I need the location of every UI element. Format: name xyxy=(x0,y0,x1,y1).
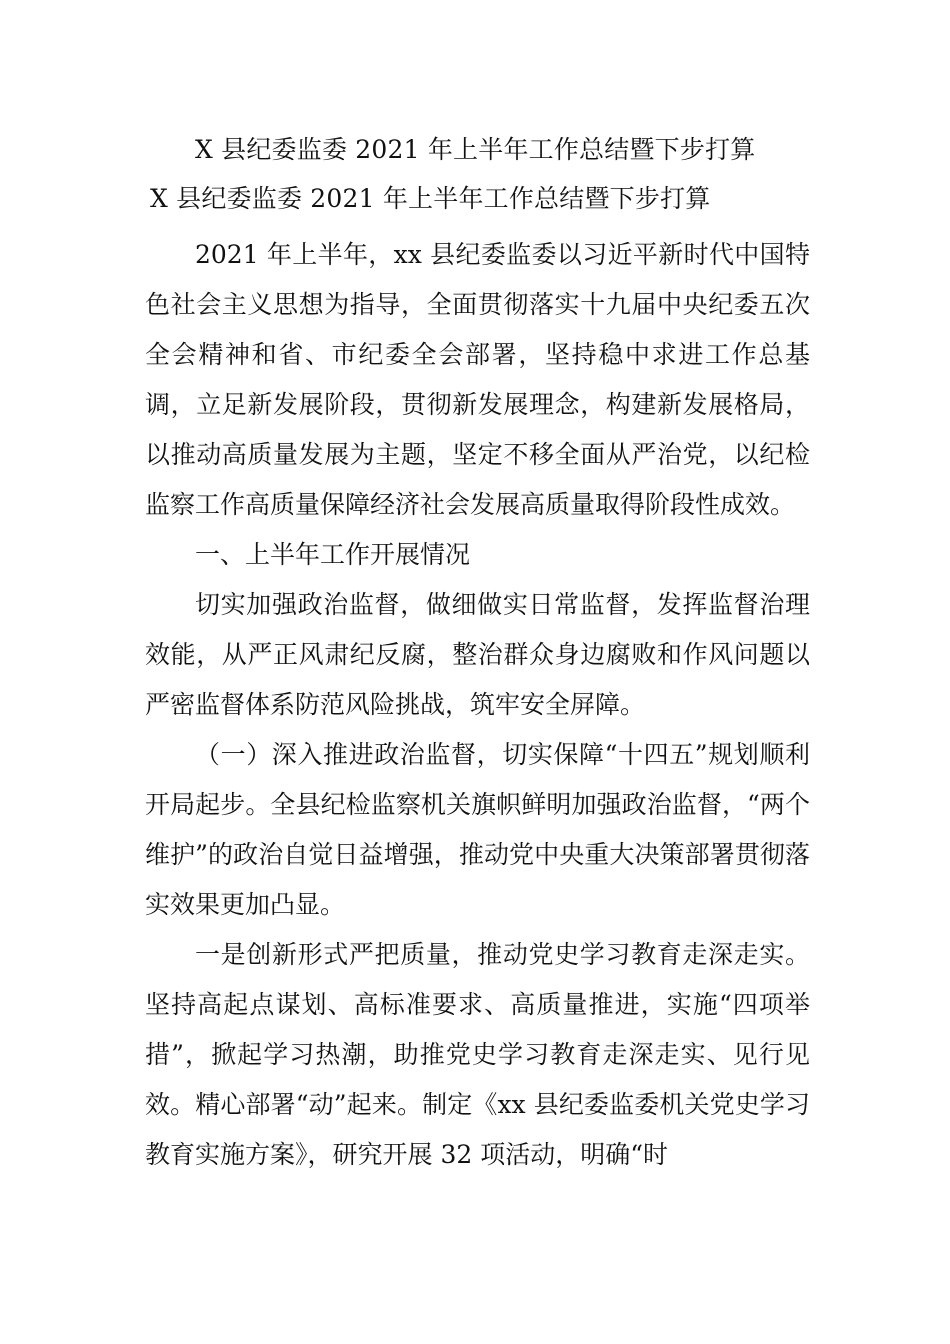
paragraph-subsection-1: （一）深入推进政治监督，切实保障“十四五”规划顺利开局起步。全县纪检监察机关旗帜鲜明加强政治监督，“两个维护”的政治自觉日益增强，推动党中央重大决策部署贯彻落实效果更加凸显。 xyxy=(145,740,810,919)
paragraph-point-1: 一是创新形式严把质量，推动党史学习教育走深走实。坚持高起点谋划、高标准要求、高质量推进，实施“四项举措”，掀起学习热潮，助推党史学习教育走深走实、见行见效。精心部署“动”起来。制定《xx 县纪委监委机关党史学习教育实施方案》，研究开展 32 项活动，明确“时 xyxy=(145,940,810,1169)
document-body xyxy=(145,230,810,1180)
section-heading: 一、上半年工作开展情况 xyxy=(195,540,471,569)
document-title-line-1: X 县纪委监委 2021 年上半年工作总结暨下步打算 xyxy=(195,135,756,164)
document-title-line-2: X 县纪委监委 2021 年上半年工作总结暨下步打算 xyxy=(150,184,711,213)
paragraph-summary: 切实加强政治监督，做细做实日常监督，发挥监督治理效能，从严正风肃纪反腐，整治群众身边腐败和作风问题以严密监督体系防范风险挑战，筑牢安全屏障。 xyxy=(145,590,810,719)
paragraph-intro: 2021 年上半年，xx 县纪委监委以习近平新时代中国特色社会主义思想为指导，全面贯彻落实十九届中央纪委五次全会精神和省、市纪委全会部署，坚持稳中求进工作总基调，立足新发展阶段，贯彻新发展理念，构建新发展格局，以推动高质量发展为主题，坚定不移全面从严治党，以纪检监察工作高质量保障经济社会发展高质量取得阶段性成效。 xyxy=(145,240,810,519)
